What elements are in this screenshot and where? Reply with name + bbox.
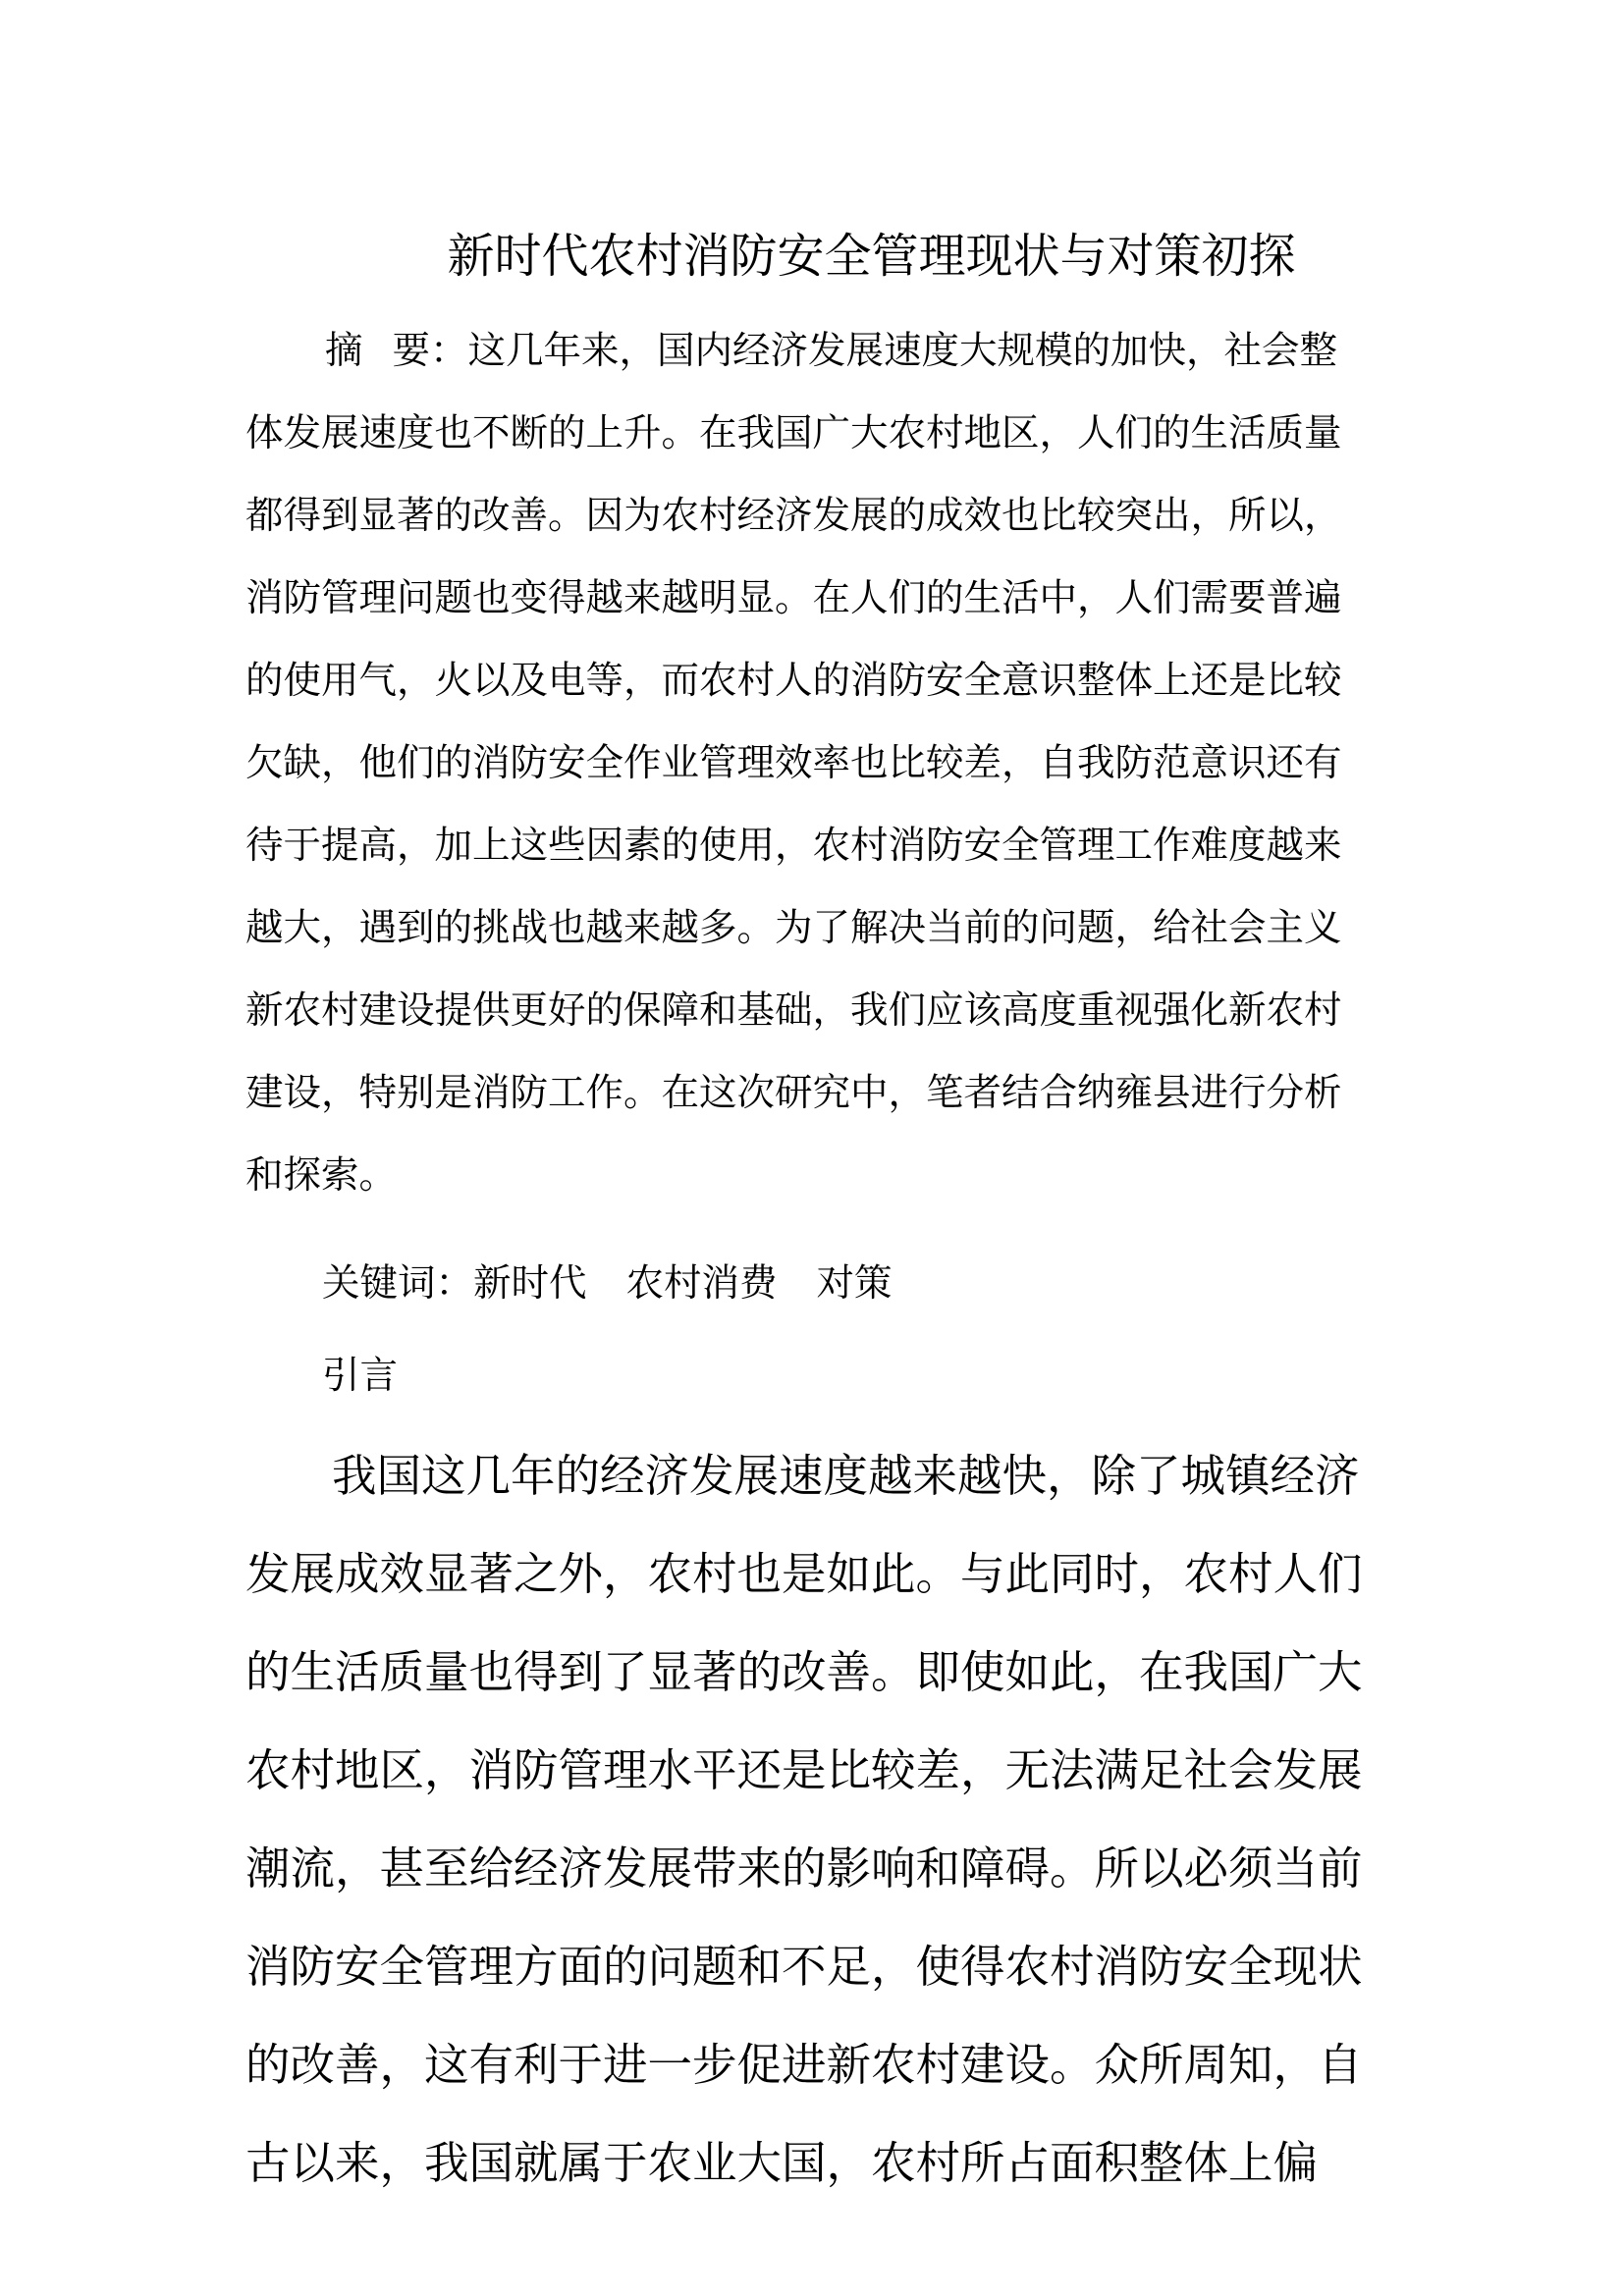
abstract-line: 消防管理问题也变得越来越明显。在人们的生活中，人们需要普遍	[245, 576, 1342, 620]
abstract-line: 体发展速度也不断的上升。在我国广大农村地区，人们的生活质量	[245, 411, 1342, 455]
abstract-line: 欠缺，他们的消防安全作业管理效率也比较差，自我防范意识还有	[245, 741, 1342, 785]
keyword-item: 新时代	[473, 1261, 587, 1306]
body-line: 的生活质量也得到了显著的改善。即使如此，在我国广大	[245, 1646, 1363, 1698]
body-line: 发展成效显著之外，农村也是如此。与此同时，农村人们	[245, 1548, 1363, 1600]
abstract-line: 待于提高，加上这些因素的使用，农村消防安全管理工作难度越来	[245, 824, 1342, 868]
body-line: 消防安全管理方面的问题和不足，使得农村消防安全现状	[245, 1941, 1363, 1993]
keyword-item: 农村消费	[625, 1261, 778, 1306]
abstract-line: 都得到显著的改善。因为农村经济发展的成效也比较突出，所以，	[245, 494, 1342, 538]
abstract-line: 建设，特别是消防工作。在这次研究中，笔者结合纳雍县进行分析	[245, 1071, 1342, 1115]
keywords-label: 关键词：	[322, 1261, 474, 1306]
body-line: 农村地区，消防管理水平还是比较差，无法满足社会发展	[245, 1744, 1363, 1796]
body-line: 古以来，我国就属于农业大国，农村所占面积整体上偏	[245, 2137, 1319, 2189]
body-line: 我国这几年的经济发展速度越来越快，除了城镇经济	[332, 1450, 1360, 1502]
abstract-text: 这几年来，国内经济发展速度大规模的加快，社会整	[467, 329, 1338, 373]
abstract-line: 和探索。	[245, 1153, 398, 1198]
abstract-line: 越大，遇到的挑战也越来越多。为了解决当前的问题，给社会主义	[245, 906, 1342, 950]
abstract-line	[325, 320, 1337, 383]
abstract-label-part1: 摘	[325, 329, 363, 373]
abstract-line: 新农村建设提供更好的保障和基础，我们应该高度重视强化新农村	[245, 988, 1342, 1033]
intro-heading: 引言	[322, 1354, 399, 1398]
body-line: 的改善，这有利于进一步促进新农村建设。众所周知，自	[245, 2039, 1363, 2091]
abstract-line: 的使用气，火以及电等，而农村人的消防安全意识整体上还是比较	[245, 659, 1342, 703]
body-line: 潮流，甚至给经济发展带来的影响和障碍。所以必须当前	[245, 1842, 1363, 1895]
keyword-item: 对策	[816, 1261, 893, 1306]
keywords-line	[322, 1253, 893, 1315]
document-title: 新时代农村消防安全管理现状与对策初探	[447, 229, 1296, 284]
abstract-label-part2: 要：	[392, 329, 468, 373]
